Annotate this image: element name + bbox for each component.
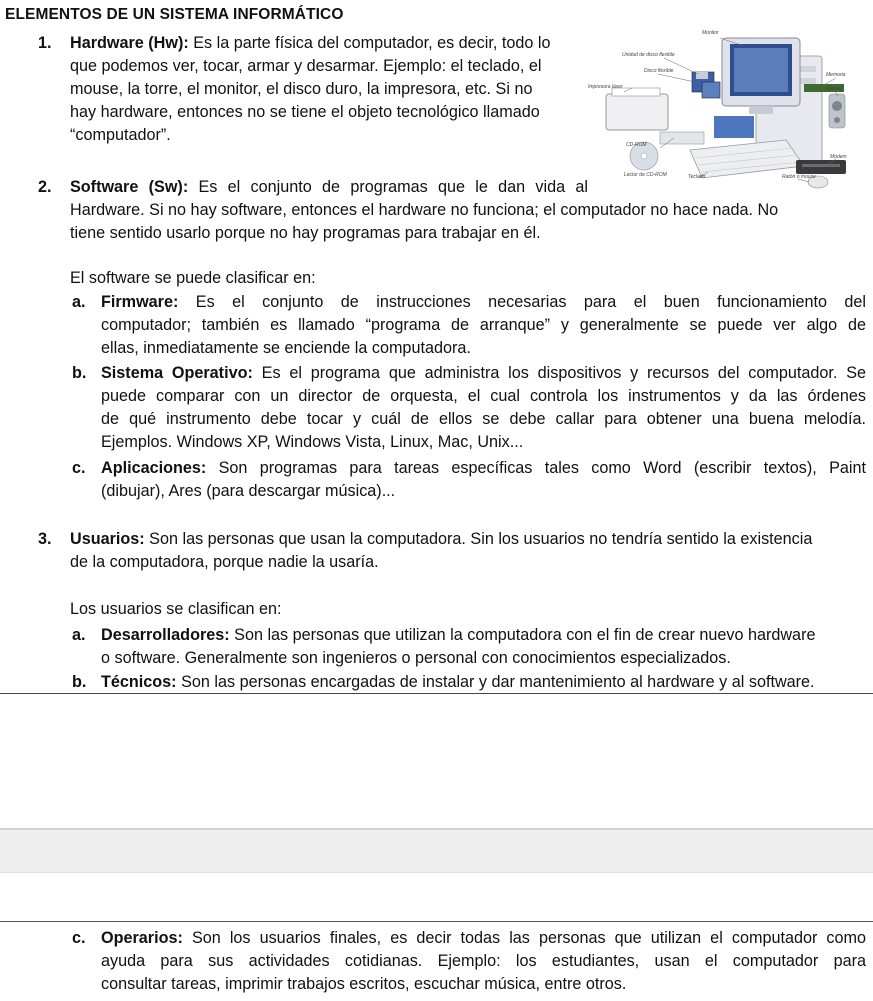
os-term: Sistema Operativo: (101, 364, 253, 382)
next-page-rule (0, 921, 873, 922)
hardware-line-4: hay hardware, entonces no se tiene el objeto tecnológico llamado (70, 103, 540, 121)
firmware-line-3: ellas, inmediatamente se enciende la computadora. (101, 339, 471, 357)
software-intro: El software se puede clasificar en: (70, 269, 316, 287)
operators-line-3: consultar tareas, imprimir trabajos escritos, escuchar música, entre otros. (101, 975, 627, 993)
page-gap-bottom-edge (0, 872, 873, 873)
software-line-1: Software (Sw): Es el conjunto de programas que le dan vida al (70, 178, 589, 196)
page-break-rule (0, 693, 873, 694)
os-line-4: Ejemplos. Windows XP, Windows Vista, Linux, Mac, Unix... (101, 433, 524, 451)
hardware-line-2: que podemos ver, tocar, armar y desarmar. Ejemplo: el teclado, el (70, 57, 542, 75)
figure-label-mouse: Ratón o mouse (782, 174, 816, 180)
hardware-term: Hardware (Hw): (70, 34, 189, 52)
sw-letter-b: b. (72, 364, 87, 382)
users-line-2: de la computadora, porque nadie la usaría. (70, 553, 379, 571)
hardware-line-1: Hardware (Hw): Es la parte física del computador, es decir, todo lo (70, 34, 551, 52)
users-line-1: Usuarios: Son las personas que usan la computadora. Sin los usuarios no tendría sentido la existencia (70, 530, 813, 548)
figure-label-cdrom: CD-ROM (626, 142, 647, 148)
figure-label-floppy: Disco flexible (644, 68, 674, 74)
software-line-2: Hardware. Si no hay software, entonces el hardware no funciona; el computador no hace nada. No (70, 201, 779, 219)
sw-letter-a: a. (72, 293, 86, 311)
users-intro: Los usuarios se clasifican en: (70, 600, 282, 618)
page-gap (0, 830, 873, 872)
apps-term: Aplicaciones: (101, 459, 207, 477)
users-letter-c: c. (72, 929, 86, 947)
firmware-line-1: Firmware: Es el conjunto de instrucciones necesarias para el buen funcionamiento del (101, 293, 866, 311)
operators-line-2: ayuda para sus actividades cotidianas. Ejemplo: los estudiantes, usan el computador para (101, 952, 866, 970)
figure-label-speaker: Altavoz (826, 86, 843, 92)
hardware-line-5: “computador”. (70, 126, 171, 144)
page-title: ELEMENTOS DE UN SISTEMA INFORMÁTICO (5, 6, 344, 23)
figure-label-printer: Impresora láser (588, 84, 623, 90)
firmware-line-2: computador; también es llamado “programa de arranque” y generalmente se puede ver algo de (101, 316, 866, 334)
os-line-2: puede comparar con un director de orquesta, el cual controla los instrumentos y da las órdenes (101, 387, 866, 405)
apps-line-2: (dibujar), Ares (para descargar música)... (101, 482, 396, 500)
figure-label-memory: Memoria (826, 72, 846, 78)
users-letter-a: a. (72, 626, 86, 644)
item-number-users: 3. (38, 530, 52, 548)
computer-components-illustration (588, 24, 866, 192)
software-term: Software (Sw): (70, 178, 189, 196)
users-term: Usuarios: (70, 530, 145, 548)
apps-line-1: Aplicaciones: Son programas para tareas específicas tales como Word (escribir textos), Paint (101, 459, 866, 477)
os-line-1: Sistema Operativo: Es el programa que administra los dispositivos y recursos del computador. Se (101, 364, 866, 382)
figure-label-cd-reader: Lector de CD-ROM (624, 172, 667, 178)
figure-label-floppy-unit: Unidad de disco flexible (622, 52, 675, 58)
sw-letter-c: c. (72, 459, 86, 477)
item-number-software: 2. (38, 178, 52, 196)
figure-label-modem: Módem (830, 154, 847, 160)
figure-label-keyboard: Teclado (688, 174, 706, 180)
developers-term: Desarrolladores: (101, 626, 230, 644)
os-line-3: de qué instrumento debe tocar y cuál de ellos se debe callar para obtener una buena melodía. (101, 410, 866, 428)
technicians-term: Técnicos: (101, 673, 177, 691)
developers-line-1: Desarrolladores: Son las personas que utilizan la computadora con el fin de crear nuevo hardware (101, 626, 816, 644)
operators-line-1: Operarios: Son los usuarios finales, es decir todas las personas que utilizan el computador como (101, 929, 866, 947)
developers-line-2: o software. Generalmente son ingenieros o personal con conocimientos especializados. (101, 649, 731, 667)
item-number-hardware: 1. (38, 34, 52, 52)
operators-term: Operarios: (101, 929, 183, 947)
hardware-line-3: mouse, la torre, el monitor, el disco duro, la impresora, etc. Si no (70, 80, 533, 98)
firmware-term: Firmware: (101, 293, 179, 311)
software-line-3: tiene sentido usarlo porque no hay programas para trabajar en él. (70, 224, 541, 242)
users-letter-b: b. (72, 673, 87, 691)
technicians-line-1: Técnicos: Son las personas encargadas de instalar y dar mantenimiento al hardware y al software. (101, 673, 815, 691)
figure-label-monitor: Monitor (702, 30, 719, 36)
